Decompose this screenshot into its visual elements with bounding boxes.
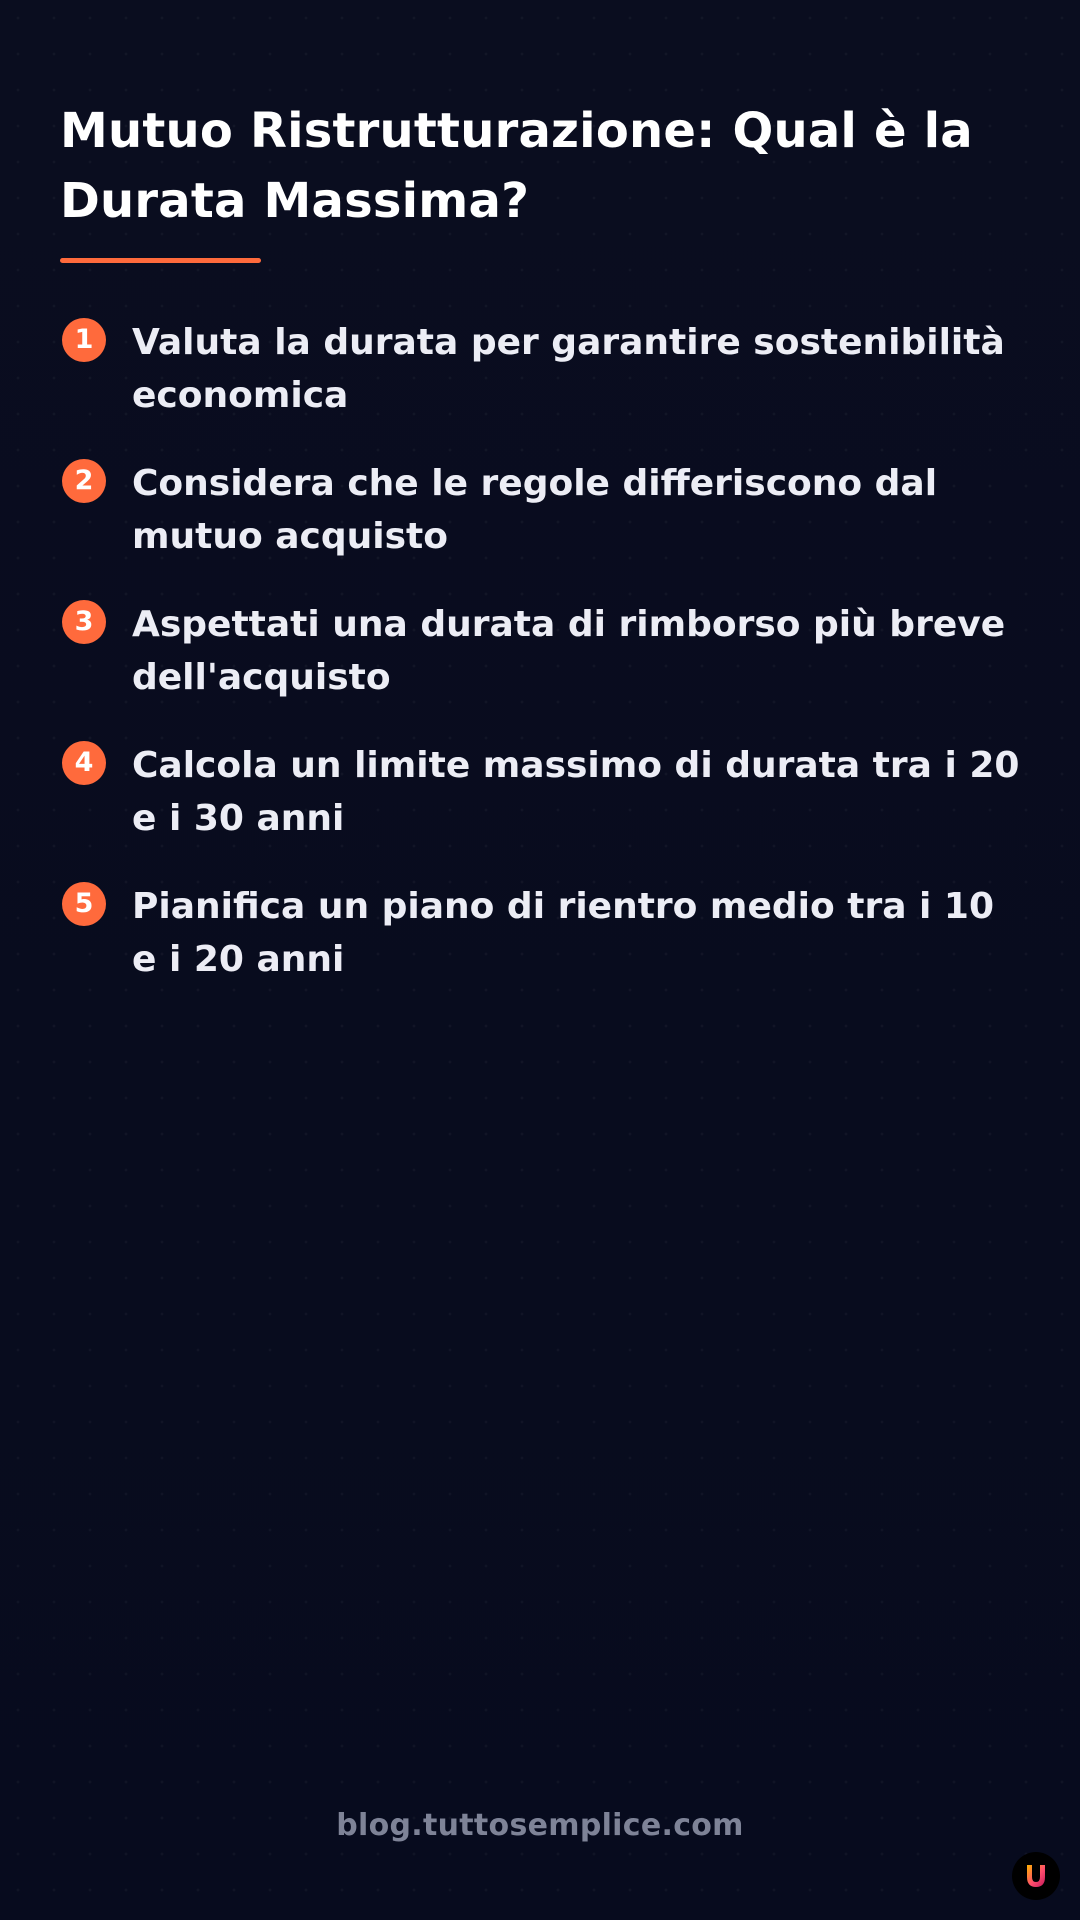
title-underline: [60, 258, 261, 263]
steps-list: [60, 316, 1020, 1021]
brand-u-logo-icon: [1012, 1852, 1060, 1900]
step-text: Pianifica un piano di rientro medio tra i 10 e i 20 anni: [132, 886, 994, 980]
step-text: Valuta la durata per garantire sostenibilità economica: [132, 322, 1005, 416]
step-number-badge: 2: [62, 459, 106, 503]
step-text: Considera che le regole differiscono dal mutuo acquisto: [132, 463, 938, 557]
list-item: [60, 598, 1020, 704]
list-item: [60, 316, 1020, 422]
page-title: Mutuo Ristrutturazione: Qual è la Durata Massima?: [60, 103, 973, 229]
list-item: [60, 457, 1020, 563]
step-number-badge: 5: [62, 882, 106, 926]
step-text: Aspettati una durata di rimborso più breve dell'acquisto: [132, 604, 1006, 698]
step-number-badge: 1: [62, 318, 106, 362]
list-item: [60, 739, 1020, 845]
footer-website: blog.tuttosemplice.com: [336, 1808, 744, 1843]
step-text: Calcola un limite massimo di durata tra i 20 e i 30 anni: [132, 745, 1020, 839]
step-number-badge: 4: [62, 741, 106, 785]
step-number-badge: 3: [62, 600, 106, 644]
list-item: [60, 880, 1020, 986]
